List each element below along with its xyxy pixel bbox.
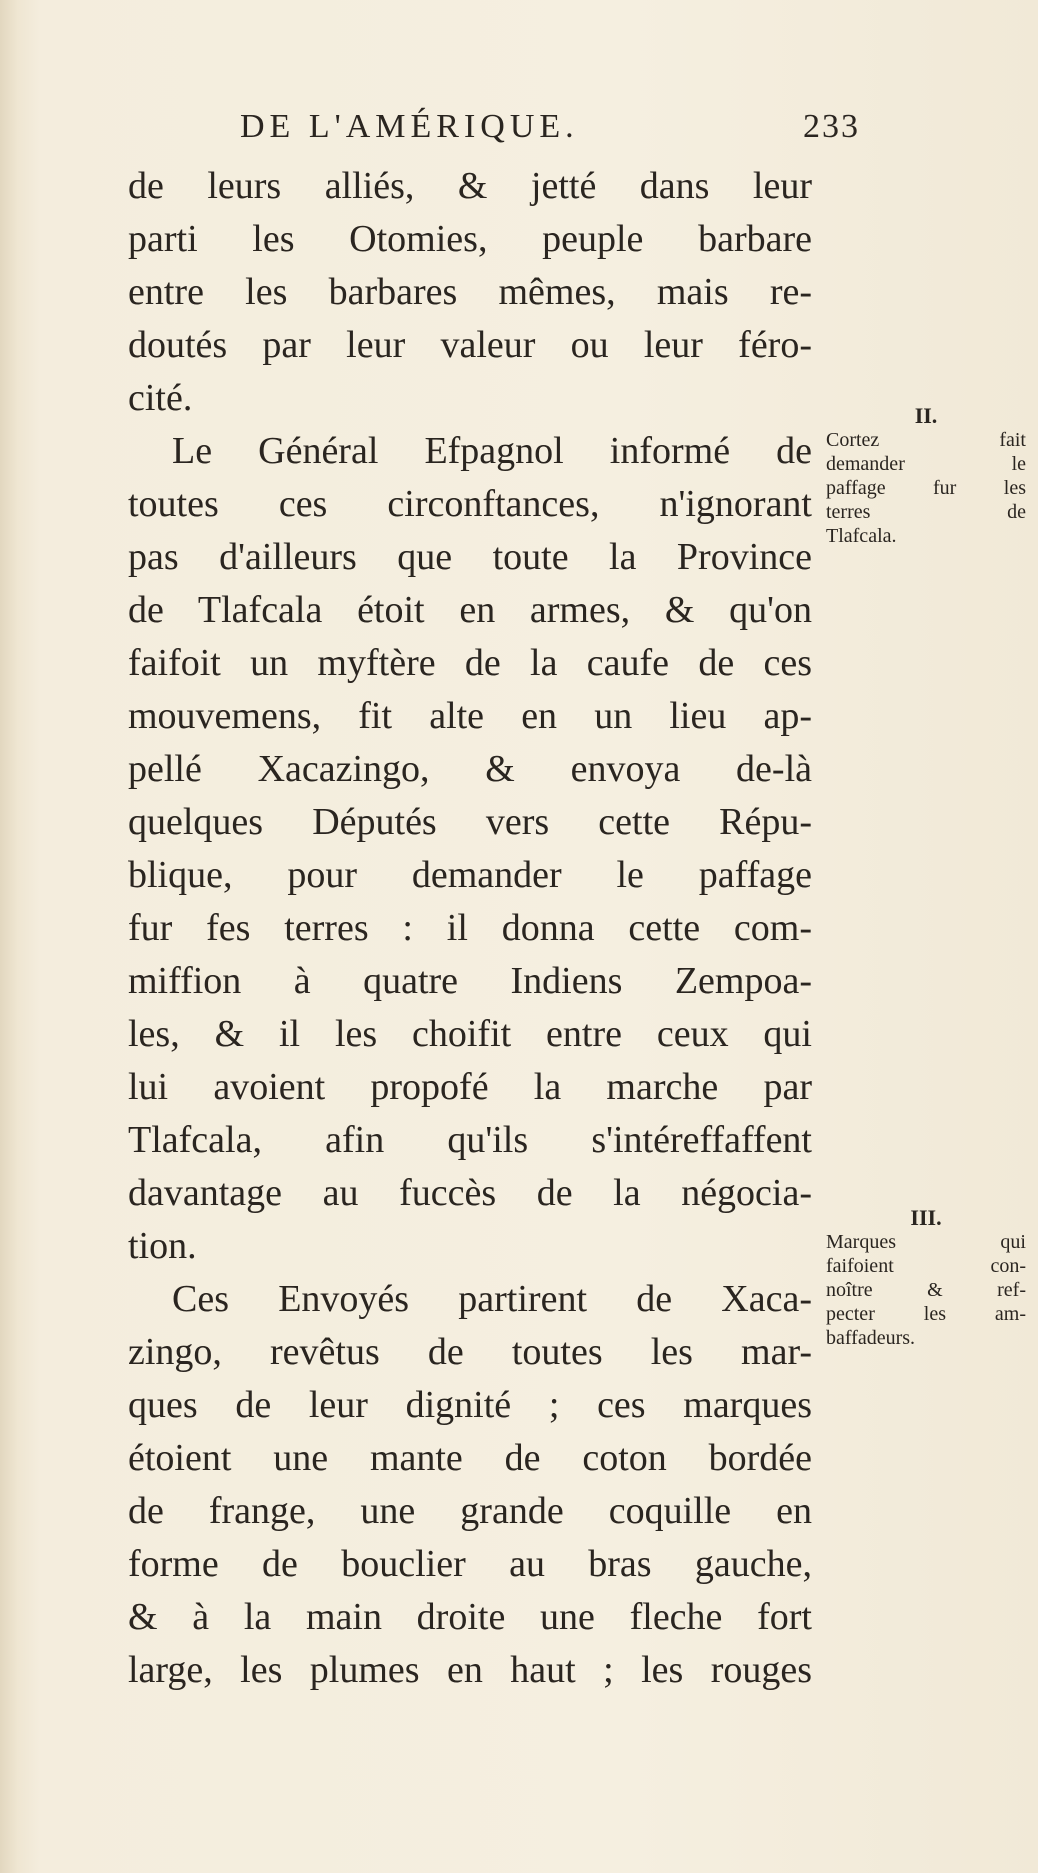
text-line: fur fes terres : il donna cette com- xyxy=(128,907,812,949)
text-line: de Tlafcala étoit en armes, & qu'on xyxy=(128,589,812,631)
text-line: Tlafcala, afin qu'ils s'intéreffaffent xyxy=(128,1119,812,1161)
margin-note-line: Tlafcala. xyxy=(826,525,897,547)
margin-note-line: terres de xyxy=(826,501,1026,523)
margin-note-numeral: II. xyxy=(914,403,938,428)
text-line: zingo, revêtus de toutes les mar- xyxy=(128,1331,812,1373)
body-text xyxy=(128,160,812,1697)
text-line: de frange, une grande coquille en xyxy=(128,1490,812,1532)
text-line: les, & il les choifit entre ceux qui xyxy=(128,1013,812,1055)
text-line: pas d'ailleurs que toute la Province xyxy=(128,536,812,578)
text-line: doutés par leur valeur ou leur féro- xyxy=(128,324,812,366)
margin-note-line: faifoient con- xyxy=(826,1255,1026,1277)
margin-note-line: Cortez fait xyxy=(826,429,1026,451)
paragraph-start-line: Ces Envoyés partirent de Xaca- xyxy=(172,1278,812,1320)
text-line: blique, pour demander le paffage xyxy=(128,854,812,896)
text-line: ques de leur dignité ; ces marques xyxy=(128,1384,812,1426)
margin-note-line: pecter les am- xyxy=(826,1303,1026,1325)
text-line: tion. xyxy=(128,1225,197,1267)
text-line: miffion à quatre Indiens Zempoa- xyxy=(128,960,812,1002)
margin-note-line: demander le xyxy=(826,453,1026,475)
running-header xyxy=(240,108,860,146)
text-line: entre les barbares mêmes, mais re- xyxy=(128,271,812,313)
text-line: large, les plumes en haut ; les rouges xyxy=(128,1649,812,1691)
margin-note-line: baffadeurs. xyxy=(826,1327,916,1349)
paragraph-start-line: Le Général Efpagnol informé de xyxy=(172,430,812,472)
text-line: lui avoient propofé la marche par xyxy=(128,1066,812,1108)
text-line: pellé Xacazingo, & envoya de-là xyxy=(128,748,812,790)
margin-note-3 xyxy=(826,1206,1026,1350)
margin-note-line: noître & ref- xyxy=(826,1279,1026,1301)
text-line: parti les Otomies, peuple barbare xyxy=(128,218,812,260)
running-title: DE L'AMÉRIQUE. xyxy=(240,108,579,145)
text-line: étoient une mante de coton bordée xyxy=(128,1437,812,1479)
margin-note-line: paffage fur les xyxy=(826,477,1026,499)
page-number: 233 xyxy=(803,108,860,145)
text-line: de leurs alliés, & jetté dans leur xyxy=(128,165,812,207)
text-line: forme de bouclier au bras gauche, xyxy=(128,1543,812,1585)
margin-note-numeral: III. xyxy=(910,1205,942,1230)
text-line: davantage au fuccès de la négocia- xyxy=(128,1172,812,1214)
text-line: cité. xyxy=(128,377,193,419)
text-line: faifoit un myftère de la caufe de ces xyxy=(128,642,812,684)
margin-note-line: Marques qui xyxy=(826,1231,1026,1253)
margin-note-2 xyxy=(826,404,1026,548)
text-line: & à la main droite une fleche fort xyxy=(128,1596,812,1638)
text-line: quelques Députés vers cette Répu- xyxy=(128,801,812,843)
text-line: mouvemens, fit alte en un lieu ap- xyxy=(128,695,812,737)
text-line: toutes ces circonftances, n'ignorant xyxy=(128,483,812,525)
